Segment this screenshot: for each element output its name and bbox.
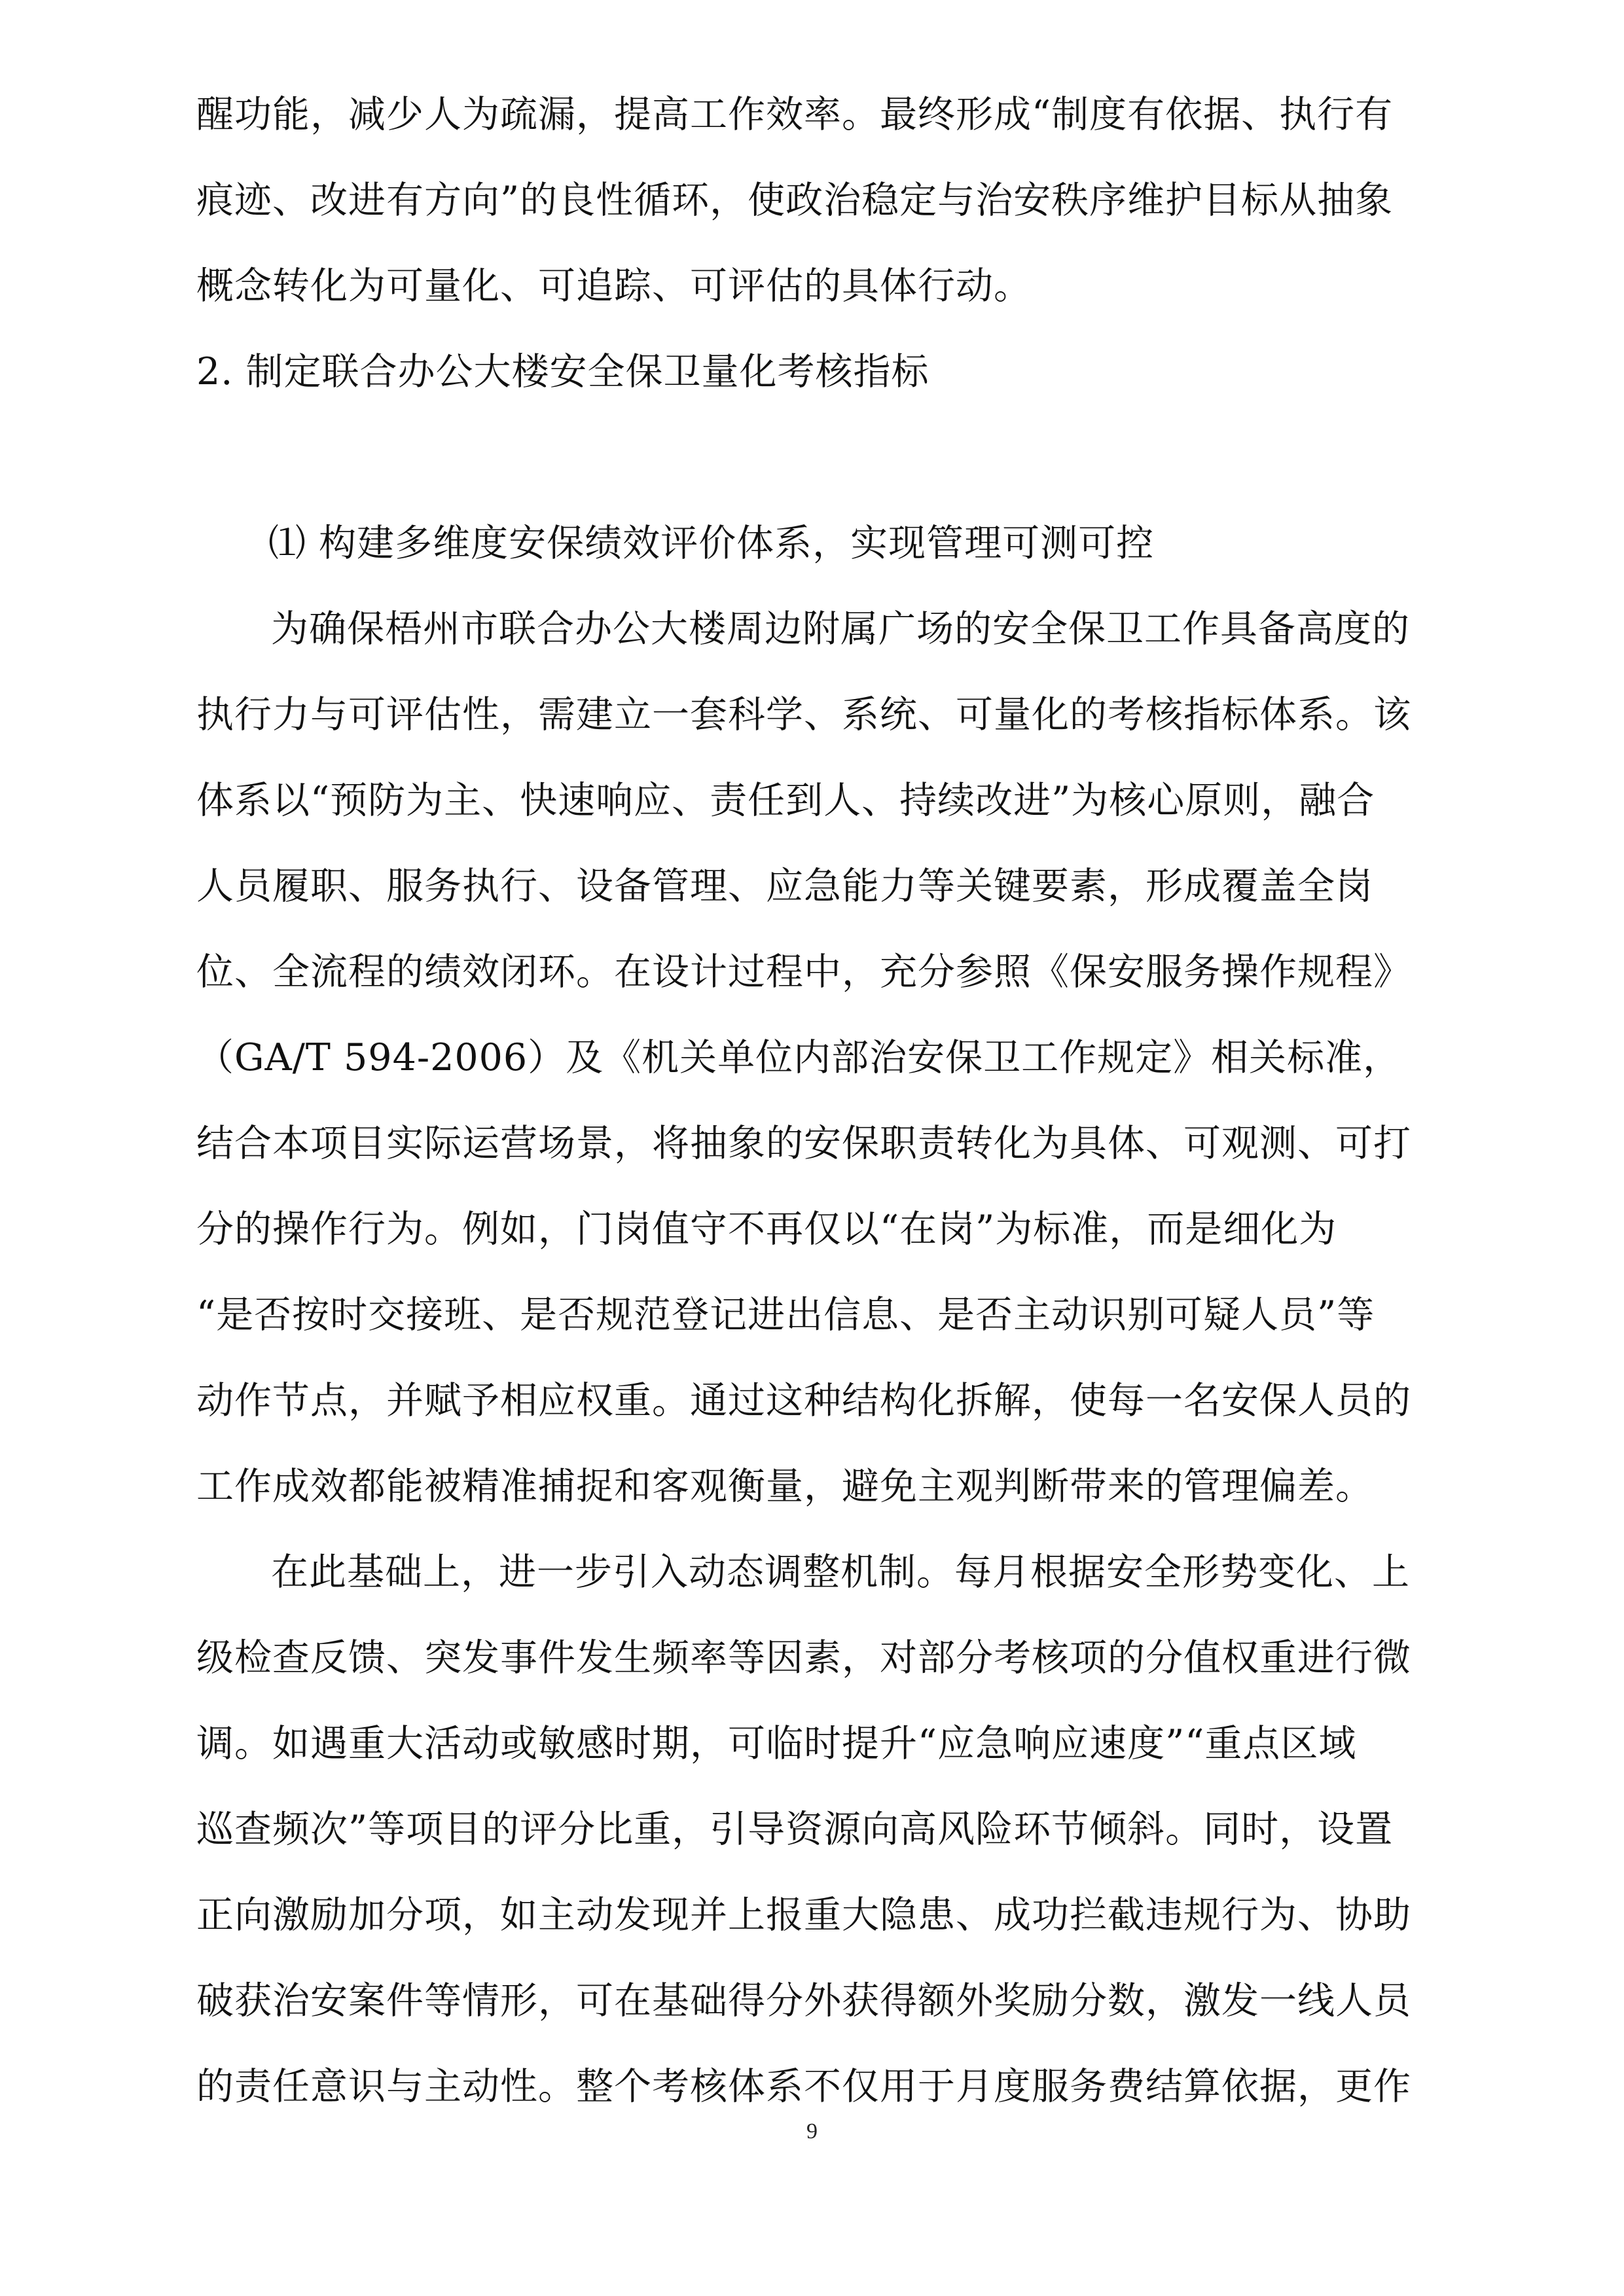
- text-line: 的责任意识与主动性。整个考核体系不仅用于月度服务费结算依据，更作: [196, 2065, 1411, 2108]
- document-body: [196, 72, 1427, 2130]
- text-line: 人员履职、服务执行、设备管理、应急能力等关键要素，形成覆盖全岗: [196, 865, 1373, 908]
- text-line: “是否按时交接班、是否规范登记进出信息、是否主动识别可疑人员”等: [196, 1293, 1375, 1336]
- subsection-heading: ⑴ 构建多维度安保绩效评价体系，实现管理可测可控: [268, 522, 1155, 565]
- text-line: （GA/T 594-2006）及《机关单位内部治安保卫工作规定》相关标准，: [196, 1036, 1401, 1079]
- text-line: 破获治安案件等情形，可在基础得分外获得额外奖励分数，激发一线人员: [196, 1979, 1411, 2022]
- text-line: 执行力与可评估性，需建立一套科学、系统、可量化的考核指标体系。该: [196, 693, 1411, 736]
- text-line: 巡查频次”等项目的评分比重，引导资源向高风险环节倾斜。同时，设置: [196, 1808, 1394, 1851]
- text-line: 醒功能，减少人为疏漏，提高工作效率。最终形成“制度有依据、执行有: [196, 93, 1394, 136]
- text-line: 在此基础上，进一步引入动态调整机制。每月根据安全形势变化、上: [271, 1551, 1410, 1594]
- text-line: 为确保梧州市联合办公大楼周边附属广场的安全保卫工作具备高度的: [271, 607, 1410, 651]
- text-line: 正向激励加分项，如主动发现并上报重大隐患、成功拦截违规行为、协助: [196, 1893, 1411, 1937]
- text-line: 位、全流程的绩效闭环。在设计过程中，充分参照《保安服务操作规程》: [196, 950, 1411, 994]
- text-line: 级检查反馈、突发事件发生频率等因素，对部分考核项的分值权重进行微: [196, 1636, 1411, 1679]
- text-line: 工作成效都能被精准捕捉和客观衡量，避免主观判断带来的管理偏差。: [196, 1465, 1373, 1508]
- paragraph-2: [196, 1530, 1427, 2130]
- text-line: 调。如遇重大活动或敏感时期，可临时提升“应急响应速度”“重点区域: [196, 1722, 1357, 1765]
- intro-paragraph: [196, 72, 1427, 329]
- text-line: 概念转化为可量化、可追踪、可评估的具体行动。: [196, 264, 1032, 308]
- text-line: 体系以“预防为主、快速响应、责任到人、持续改进”为核心原则，融合: [196, 779, 1375, 822]
- text-line: 结合本项目实际运营场景，将抽象的安保职责转化为具体、可观测、可打: [196, 1122, 1411, 1165]
- text-line: 痕迹、改进有方向”的良性循环，使政治稳定与治安秩序维护目标从抽象: [196, 179, 1394, 222]
- section-spacer: [196, 415, 1427, 501]
- text-line: 动作节点，并赋予相应权重。通过这种结构化拆解，使每一名安保人员的: [196, 1379, 1411, 1422]
- page-number: 9: [806, 2119, 818, 2144]
- text-line: 分的操作行为。例如，门岗值守不再仅以“在岗”为标准，而是细化为: [196, 1208, 1337, 1251]
- paragraph-1: [196, 586, 1427, 1530]
- section-heading: 2. 制定联合办公大楼安全保卫量化考核指标: [196, 350, 929, 393]
